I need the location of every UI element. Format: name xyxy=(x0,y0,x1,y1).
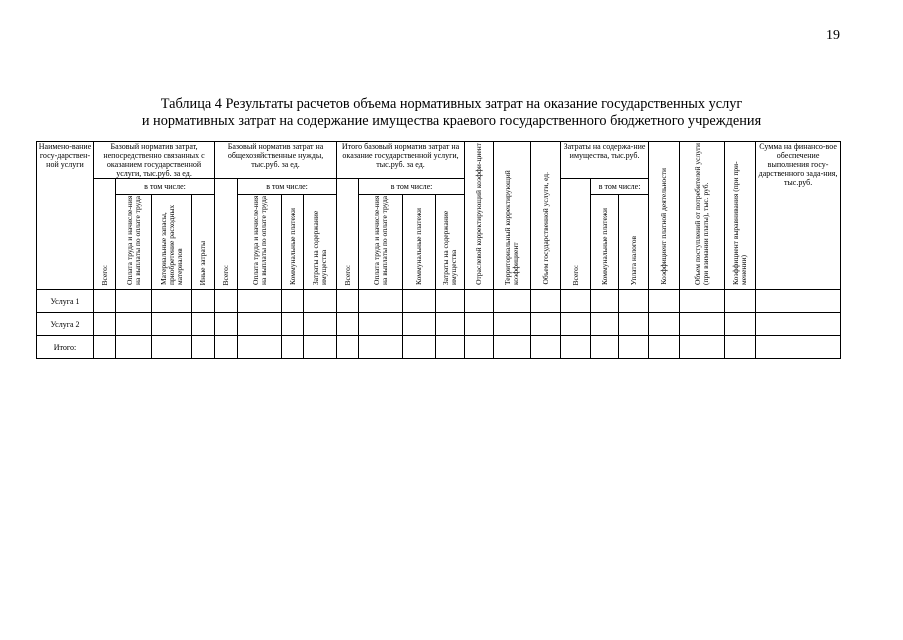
g3-total: Всего: xyxy=(337,179,359,290)
header-group-total: Итого базовый норматив затрат на оказание государственной услуги, тыс.руб. за ед. xyxy=(337,142,465,179)
g1-total: Всего: xyxy=(94,179,116,290)
g2-incl: в том числе: xyxy=(238,179,337,195)
row-label: Итого: xyxy=(37,336,94,359)
header-otrasl-coef: Отраслевой корректирующий коэффи-циент xyxy=(465,142,494,290)
g3-labor: Оплата труда и начисле-ния на выплаты по оплате труда xyxy=(359,195,403,290)
title-line-1: Таблица 4 Результаты расчетов объема нормативных затрат на оказание государственных услуг xyxy=(160,96,743,112)
header-group-general: Базовый норматив затрат на общехозяйственные нужды, тыс.руб. за ед. xyxy=(215,142,337,179)
header-sum: Сумма на финансо-вое обеспечение выполнения госу-дарственного зада-ния, тыс.руб. xyxy=(756,142,841,290)
title-line-2: и нормативных затрат на содержание имущества краевого государственного бюджетного учреждения xyxy=(141,113,762,129)
header-paid-volume: Объем поступлений от потребителей услуги (при взимании платы), тыс. руб. xyxy=(680,142,725,290)
g2-utilities: Коммунальные платежи xyxy=(282,195,304,290)
table-row xyxy=(37,313,841,336)
table-title xyxy=(0,96,903,130)
page-number: 19 xyxy=(826,28,840,43)
header-group-property: Затраты на содержа-ние имущества, тыс.руб. xyxy=(561,142,649,179)
header-territ-coef: Территориальный корректирующий коэффициент xyxy=(494,142,531,290)
g1-other: Иные затраты xyxy=(192,195,215,290)
g1-incl: в том числе: xyxy=(116,179,215,195)
g4-taxes: Уплата налогов xyxy=(619,195,649,290)
g2-property: Затраты на содержание имущества xyxy=(304,195,337,290)
g3-utilities: Коммунальные платежи xyxy=(403,195,436,290)
header-service-name: Наимено-вание госу-дарствен-ной услуги xyxy=(37,142,94,290)
header-volume: Объем государственной услуги, ед. xyxy=(531,142,561,290)
g4-incl: в том числе: xyxy=(591,179,649,195)
g1-labor: Оплата труда и начисле-ния на выплаты по оплате труда xyxy=(116,195,152,290)
row-label: Услуга 2 xyxy=(37,313,94,336)
table-row xyxy=(37,290,841,313)
g4-utilities: Коммунальные платежи xyxy=(591,195,619,290)
header-group-direct: Базовый норматив затрат, непосредственно связанных с оказанием государственной услуги, тыс.руб. за ед. xyxy=(94,142,215,179)
row-label: Услуга 1 xyxy=(37,290,94,313)
header-coef-align: Коэффициент выравнивания (при при-менении) xyxy=(725,142,756,290)
table-row xyxy=(37,336,841,359)
g3-incl: в том числе: xyxy=(359,179,465,195)
results-table xyxy=(36,141,841,359)
header-coef-paid: Коэффициент платной деятельности xyxy=(649,142,680,290)
g2-labor: Оплата труда и начисле-ния на выплаты по оплате труда xyxy=(238,195,282,290)
g2-total: Всего: xyxy=(215,179,238,290)
g3-property: Затраты на содержание имущества xyxy=(436,195,465,290)
g4-total: Всего: xyxy=(561,179,591,290)
g1-materials: Материальные запасы, приобретение расходных материалов xyxy=(152,195,192,290)
